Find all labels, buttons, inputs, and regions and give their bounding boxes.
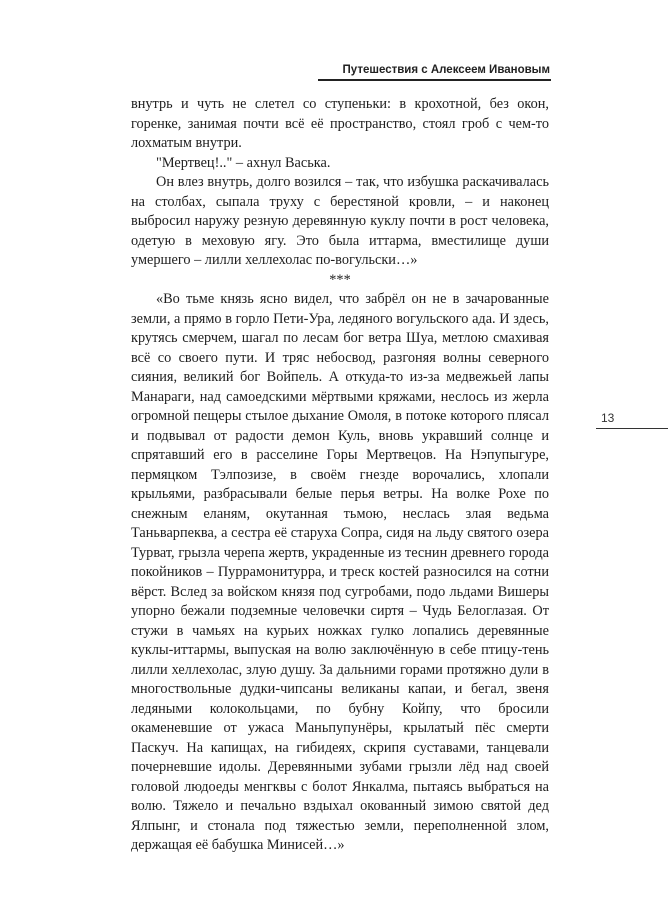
main-text bbox=[131, 95, 549, 856]
paragraph: «Во тьме князь ясно видел, что забрёл он не в зачарованные земли, а прямо в горло Пети-Ура, ледяного вогульского ада. И здесь, крутясь смерчем, шагал по лесам бог ветра Шуа, метлою смахивая всё со своего пути. И тряс небосвод, разгоняя волны северного сияния, великий бог Войпель. А откуда-то из-за медвежьей лапы Манараги, над самоедскими мёртвыми кряжами, неслось из жерла огромной пещеры стылое дыхание Омоля, в потоке которого плясал и подвывал от радости демон Куль, вновь укравший солнце и спрятавший его в расселине Горы Мертвецов. На Нэпупыгуре, пермяцком Тэлпозизе, в своём гнезде ворочались, хлопали крыльями, разбрасывали белые перья ветры. На волке Рохе по снежным еланям, окутанная тьмою, неслась злая ведьма Таньварпеква, а сестра её старуха Сопра, сидя на льду святого озера Турват, грызла черепа жертв, украденные из теснин древнего города покойников – Пуррамонитурра, и треск костей разносился на сотни вёрст. Вслед за войском князя под сугробами, подо льдами Вишеры упорно бежали подземные человечки сиртя – Чудь Белоглазая. От стужи в чамьях на курьих ножках гулко лопались деревянные куклы-иттармы, выпуская на волю заключённую в себе птицу-тень лилли хеллехолас, злую душу. За дальними горами протяжно дули в многоствольные дудки-чипсаны великаны капаи, и бегал, звеня ледяными колокольцами, по бубну Койпу, что бросили окаменевшие от ужаса Маньпупунёры, крылатый пёс смерти Паскуч. На капищах, на гибидеях, скрипя суставами, танцевали почерневшие идолы. Деревянными зубами грызли лёд над своей головой людоеды менгквы с болот Янкалма, пытаясь выбраться на волю. Тяжело и печально вздыхал окованный зимою святой дед Ялпынг, и стонала под тяжестью земли, переполненной злом, держащая её бабушка Минисей…» bbox=[131, 291, 549, 853]
page-number-rule bbox=[596, 428, 668, 429]
page-number: 13 bbox=[601, 411, 615, 425]
header-title: Путешествия с Алексеем Ивановым bbox=[342, 64, 550, 76]
section-separator: *** bbox=[329, 271, 351, 288]
paragraph: Он влез внутрь, долго возился – так, что избушка раскачивалась на столбах, сыпала труху с берестяной кровли, – и наконец выбросил наружу резную деревянную куклу почти в рост человека, одетую в меховую ягу. Это была иттарма, вместилище души умершего – лилли хеллехолас по-вогульски…» bbox=[131, 174, 549, 268]
paragraph: внутрь и чуть не слетел со ступеньки: в крохотной, без окон, горенке, занимая почти всё её пространство, стоял гроб с чем-то лохматым внутри. bbox=[131, 96, 549, 151]
paragraph: "Мертвец!.." – ахнул Васька. bbox=[156, 154, 331, 171]
header-rule bbox=[318, 79, 551, 81]
